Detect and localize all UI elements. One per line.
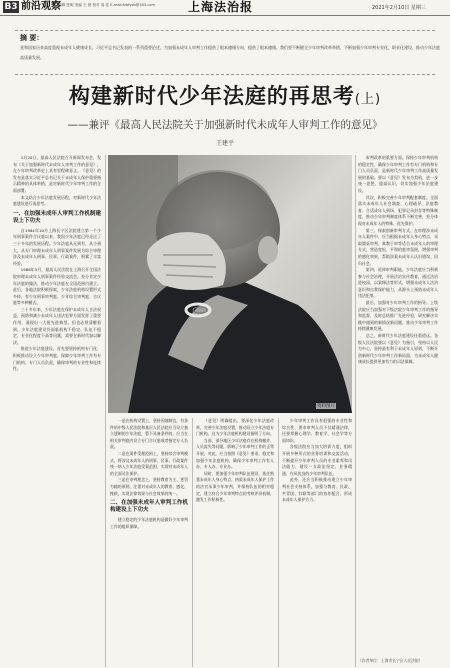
paragraph: 建立稳定的少年法庭机构是做好少年审判工作的组织保障。 [110, 517, 188, 529]
photo-caption: 资料图片 [317, 404, 335, 409]
paragraph: 最后，加强对少年审判工作的指导。上级法院应当加强对下级法院少年审判工作的指导和监督，及时总结推广先进经验，研究解决实践中遇到的新情况新问题，推动少年审判工作持续健康发展。 [358, 300, 438, 332]
editor-line: 编辑 张明 美编 王 晨 校对 周 佳 E-mail:fzbfyzb@163.com [58, 3, 155, 7]
page-number: B3 [4, 2, 18, 12]
paragraph: 少年审判工作具有很强的专业性和综合性，要求审判人员不仅精通法律，还要掌握心理学、教育学、社会学等方面知识。 [282, 418, 352, 443]
paragraph: 总之，新时代少年法庭建设任重道远。各级人民法院要以《意见》为指引，坚持以人民为中心，坚持最有利于未成年人原则，不断开创新时代少年审判工作新局面，为未成年人健康成长提供更加有力的司法保障。 [358, 333, 438, 365]
paragraph: 一是在机构设置上，坚持因地制宜，有条件的中级人民法院和基层人民法院应当设立独立建制的少年法庭，暂不具备条件的，应当在相关审判庭内设立专门合议庭或者指定专人负责。 [110, 418, 188, 450]
masthead-logo: 上海法治报 [188, 0, 254, 14]
paragraph: 《意见》明确提出，要深化少年法庭改革，完善少年法庭设置，推动设立少年法庭专门机构。这为少年法庭机构建设指明了方向。 [196, 418, 274, 437]
paragraph: 本文结合少年法庭发展历程，对新时代少年法庭建设进行再思考。 [13, 194, 101, 207]
abstract-label: 摘 要： [20, 34, 44, 42]
paragraph: 第三，探索创新审判方式。在审理涉未成年人案件中，应当根据未成年人身心特点，采取圆桌审判、寓教于审等适合未成年人的审理方式，营造宽松、平和的庭审氛围，增强审判的感化效果，帮助涉案未成年人认识错误、回归社会。 [358, 227, 438, 266]
text-column-bottom-3 [282, 418, 352, 667]
section-heading-2: 二、在加强未成年人审判工作机构建设上下功夫 [110, 500, 188, 514]
paragraph: 三十多年来，少年法庭在保护未成年人合法权益、预防和减少未成年人违法犯罪方面发挥了重要作用，涌现出一大批先进典型。但也必须清醒看到，少年法庭建设仍面临机构不稳定、队伍不稳定、专业化程度不高等问题，需要在新时代加以解决。 [13, 306, 101, 345]
issue-date: 2021年2月10日 星期三 [372, 5, 426, 11]
page-header [0, 0, 450, 16]
author-affiliation: （作者单位：上海市长宁区人民法院） [358, 658, 423, 663]
paragraph: 三是在审判理念上，坚持教育为主、惩罚为辅的原则，注重对未成年人的教育、感化、挽救，实现法律效果与社会效果的统一。 [110, 477, 188, 496]
paragraph: 1月20日，最高人民法院召开新闻发布会，发布《关于加强新时代未成年人审判工作的意见》，在少年审判改革史上具有里程碑意义。《意见》的发布是落实习近平总书记关于未成年人保护重要指示精神的具体举措，是对新时代少年审判工作的全面部署。 [13, 155, 101, 193]
paragraph: 其次，积极完善少年审判配套制度。全面落实未成年人社会调查、心理疏导、法庭教育、合适成年人到场、犯罪记录封存等特殊制度，推动少年审判制度体系不断完善，充分体现对未成年人的特殊、优先保护。 [358, 194, 438, 226]
article-title [0, 80, 450, 116]
paragraph: 审判改革的重要方面。保持少年审判机构的稳定性，确保少年审判工作有专门机构和专门人员负责，是新时代少年审判工作高质量发展的基础。要以《意见》发布为契机，进一步统一思想、提高认识，切实加强少年法庭建设。 [358, 155, 438, 193]
article-author: 王建平 [215, 140, 234, 147]
paragraph: 各级法院应当加大培训力度，组织开展多种形式的业务培训和交流活动，不断提升少年审判人员的专业素养和司法能力，建设一支政治坚定、业务精通、作风优良的少年审判队伍。 [282, 444, 352, 476]
article-title-suffix: (上) [354, 92, 382, 107]
text-column-bottom-2 [196, 418, 274, 667]
section-title: 前沿观察 [21, 1, 61, 12]
paragraph: 二是在案件受理范围上，坚持综合审判模式，将涉及未成年人的刑事、民事、行政案件统一纳入少年法庭受案范围，实现对未成年人的全面司法保护。 [110, 450, 188, 476]
paragraph: 当前，部分地区少年法庭存在机构撤并、人员流失等问题，影响了少年审判工作的正常开展。对此，应当按照《意见》要求，稳定和加强少年法庭机构，确保少年审判工作有人办、专人办、专业办。 [196, 437, 274, 470]
article-title-text: 构建新时代少年法庭的再思考 [68, 84, 355, 108]
text-column-right [358, 155, 438, 667]
article-subtitle: ——兼评《最高人民法院关于加强新时代未成年人审判工作的意见》 [67, 119, 383, 131]
section-heading-1: 一、在加强未成年人审判工作机制建设上下功夫 [13, 210, 101, 224]
abstract-divider-top [15, 30, 435, 32]
paragraph: 自1984年10月上海长宁区法院建立第一个少年刑事案件合议庭以来，我国少年法庭已经走过了三十多年的发展历程。少年法庭从无到有，从小到大，从专门审理未成年人刑事案件发展为综合审理涉及未成年人刑事、民事、行政案件，积累了丰富经验。 [13, 227, 101, 266]
column-divider [355, 155, 356, 667]
abstract-text: 党和国家历来高度重视未成年人健康成长，习近平总书记发表的一系列重要论述，为加强未成年人审判工作提供了根本遵循方向，提供了根本遵循。我们要不断健全少年审判改革举措，不断加强少年审判专业化、职业化建设，推动少年法庭高质量发展。 [20, 45, 440, 60]
text-column-bottom-1 [110, 418, 188, 667]
paragraph: 1988年5月，最高人民法院在上海召开全国法院审理未成年人刑事案件经验交流会，充分肯定少年法庭的做法，推动少年法庭在全国范围内建立。此后，各地法院积极探索，少年法庭机构设置形式多样，有少年刑事审判庭、少年综合审判庭、合议庭等多种模式。 [13, 267, 101, 306]
paragraph: 此外，还应当积极推动建立少年审判社会支持体系，加强与教育、民政、共青团、妇联等部门的协作配合，形成未成年人保护合力。 [282, 477, 352, 503]
photo-illustration [108, 155, 352, 413]
abstract-divider-bottom [15, 74, 435, 76]
column-divider [278, 418, 279, 667]
paragraph: 第四，延伸审判职能。少年法庭应当积极参与社会治理，开展法治宣传教育，通过法治进校园、以案释法等形式，增强未成年人法治意识和自我保护能力，从源头上预防未成年人违法犯罪。 [358, 267, 438, 299]
paragraph: 推进少年法庭建设，首先要坚持机构专门化，积极推动设立少年审判庭，保障少年审判工作有专门机构、专门人员负责，确保审判的专业性和连续性。 [13, 346, 101, 372]
article-photo [108, 155, 352, 413]
column-divider [105, 155, 106, 667]
column-divider [192, 418, 193, 667]
paragraph: 同时，要加强少年审判队伍建设，选任熟悉未成年人身心特点、热爱未成年人保护工作的法官从事少年审判，并保持队伍的相对稳定，建立符合少年审判特点的考核评价机制，激发工作积极性。 [196, 470, 274, 503]
text-column-left [13, 155, 101, 667]
